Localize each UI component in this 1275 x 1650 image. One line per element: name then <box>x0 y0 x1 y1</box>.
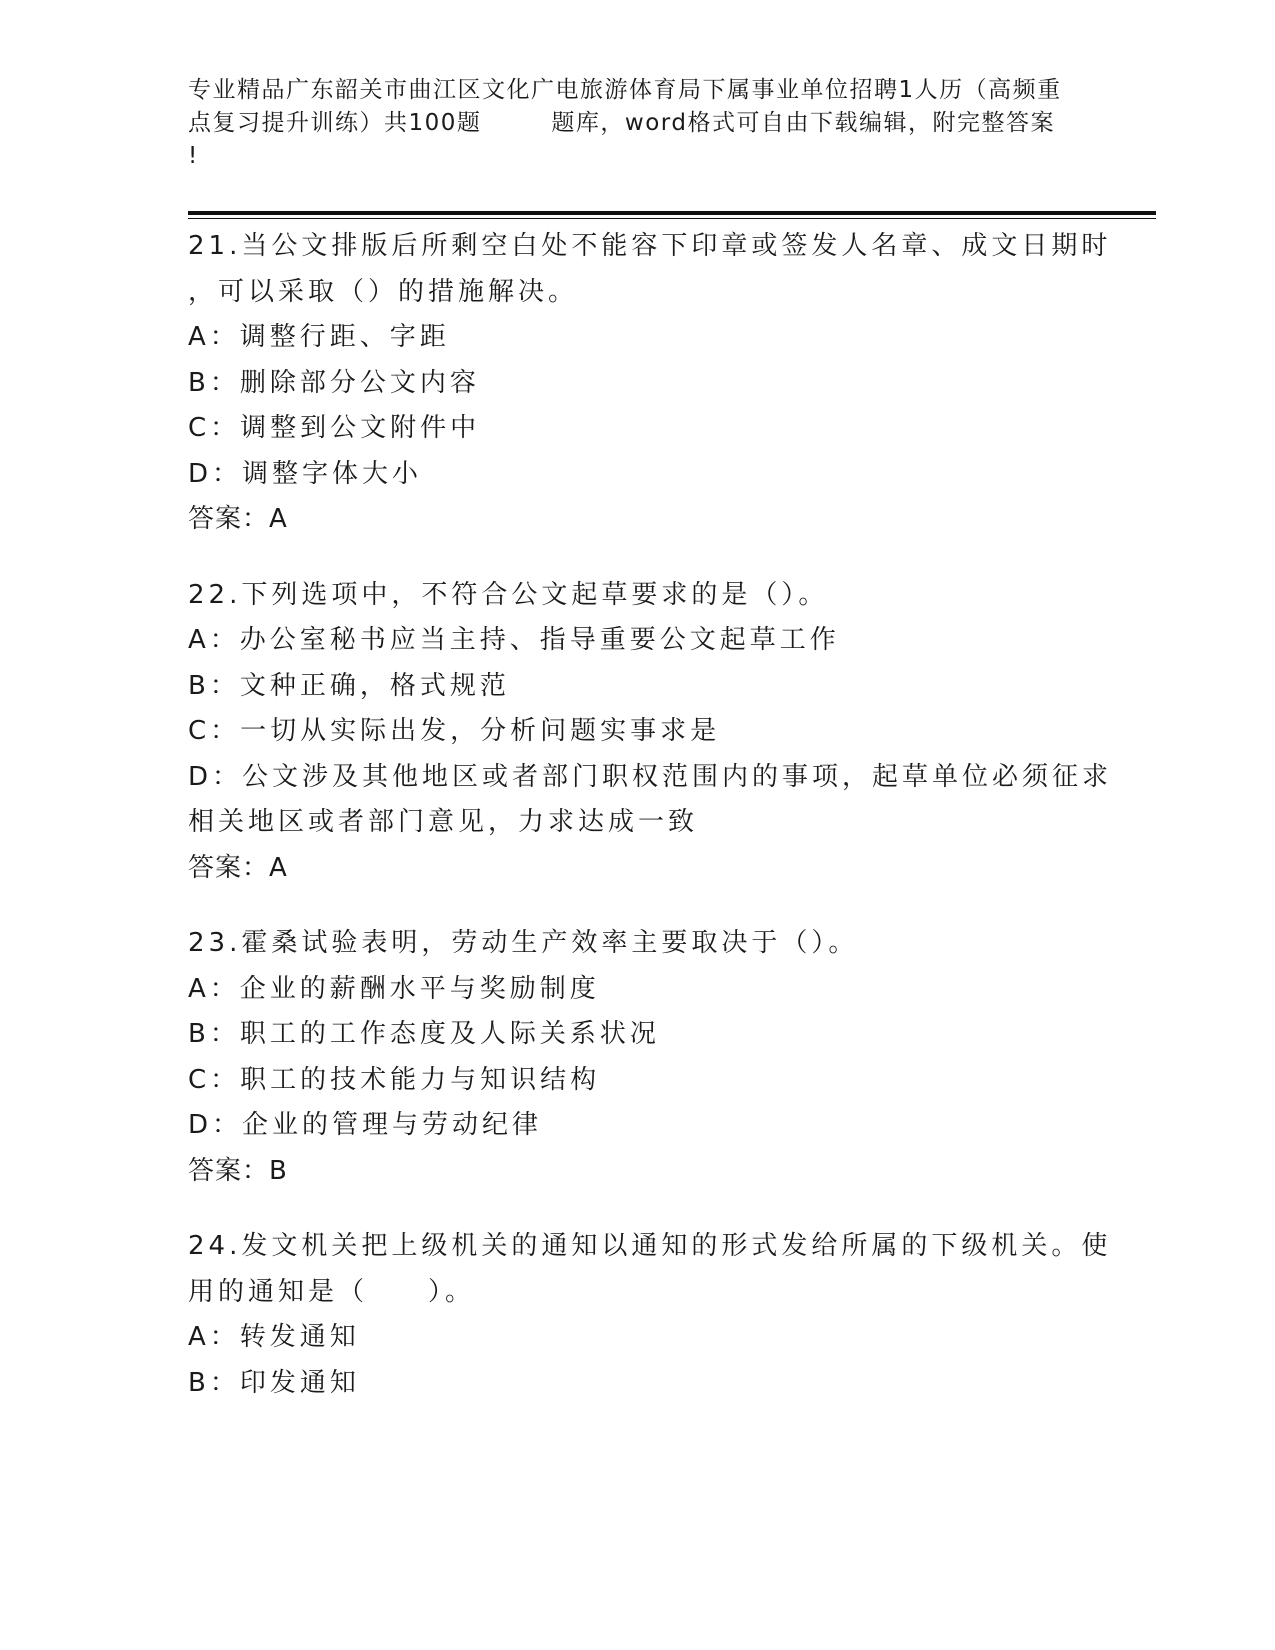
header-divider-thin <box>188 218 1156 219</box>
option-c: C：调整到公文附件中 <box>188 413 481 443</box>
option-a: A：调整行距、字距 <box>188 322 450 352</box>
header-line-1: 专业精品广东韶关市曲江区文化广电旅游体育局下属事业单位招聘1人历（高频重 <box>188 77 1062 103</box>
header-line-2-part-2: 题库，word格式可自由下载编辑，附完整答案 <box>551 110 1055 136</box>
option-b: B：印发通知 <box>188 1367 360 1398</box>
header-line-2 <box>188 107 1088 140</box>
question-stem: 22.下列选项中，不符合公文起草要求的是（）。 <box>188 579 829 610</box>
answer: 答案：A <box>188 504 288 534</box>
option-d: D：企业的管理与劳动纪律 <box>188 1110 543 1140</box>
header-line-2-part-1: 点复习提升训练）共100题 <box>188 110 482 136</box>
answer: 答案：B <box>188 1155 288 1186</box>
option-b: B：文种正确，格式规范 <box>188 670 510 701</box>
question-stem: 21.当公文排版后所剩空白处不能容下印章或签发人名章、成文日期时 <box>188 231 1112 261</box>
header-line-3: ! <box>188 143 199 169</box>
option-c: C：职工的技术能力与知识结构 <box>188 1064 601 1095</box>
question-22 <box>188 573 1113 892</box>
question-stem: 23.霍桑试验表明，劳动生产效率主要取决于（）。 <box>188 928 859 958</box>
question-stem: ，可以采取（）的措施解决。 <box>188 276 579 307</box>
question-stem: 用的通知是（ ）。 <box>188 1276 476 1307</box>
question-list <box>188 224 1113 1436</box>
question-23 <box>188 921 1108 1194</box>
option-d: D：调整字体大小 <box>188 458 423 489</box>
question-24 <box>188 1224 1112 1406</box>
question-stem: 24.发文机关把上级机关的通知以通知的形式发给所属的下级机关。使 <box>188 1231 1112 1261</box>
option-a: A：转发通知 <box>188 1322 360 1352</box>
option-a: A：企业的薪酬水平与奖励制度 <box>188 973 600 1004</box>
header-divider-thick <box>188 211 1156 215</box>
option-b: B：删除部分公文内容 <box>188 367 480 398</box>
document-header <box>188 74 1088 173</box>
option-c: C：一切从实际出发，分析问题实事求是 <box>188 716 721 746</box>
question-21 <box>188 224 1112 543</box>
option-d: D：公文涉及其他地区或者部门职权范围内的事项，起草单位必须征求 <box>188 761 1113 792</box>
option-a: A：办公室秘书应当主持、指导重要公文起草工作 <box>188 625 840 655</box>
option-b: B：职工的工作态度及人际关系状况 <box>188 1019 660 1049</box>
option-d-continued: 相关地区或者部门意见，力求达成一致 <box>188 807 699 837</box>
answer: 答案：A <box>188 852 288 883</box>
